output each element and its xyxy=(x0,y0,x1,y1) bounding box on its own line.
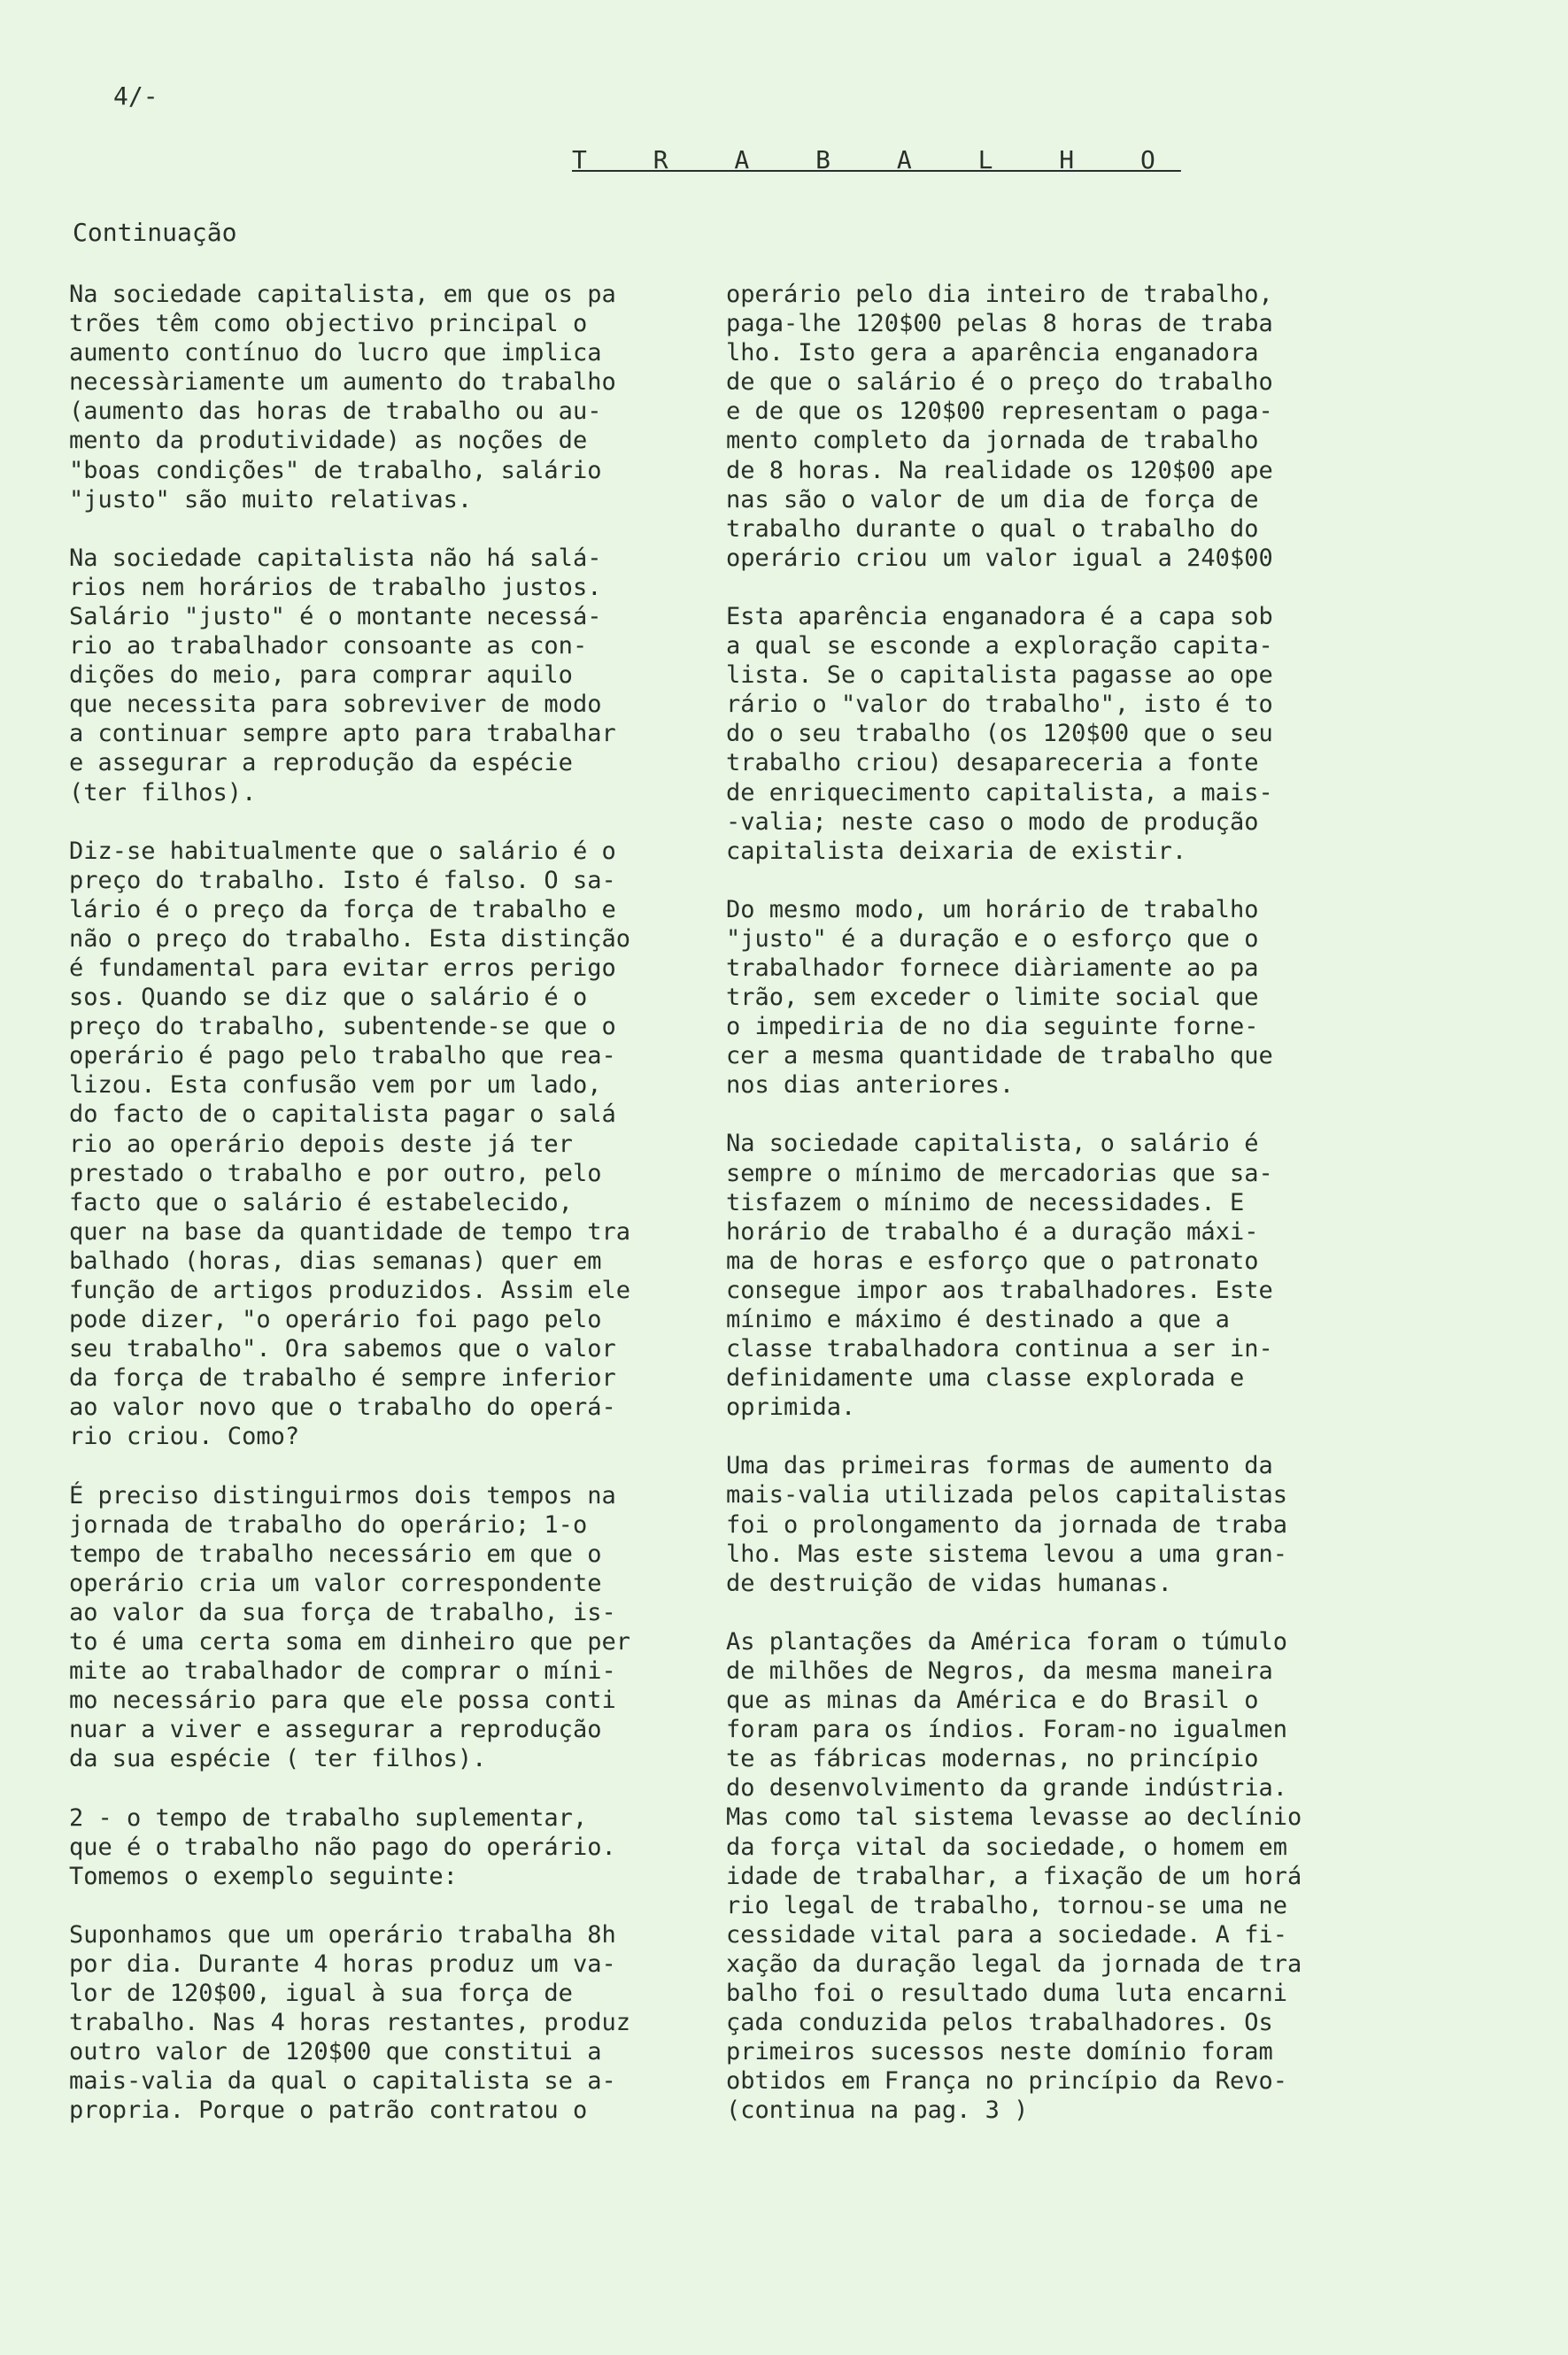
paragraph xyxy=(69,1481,689,1774)
paragraph xyxy=(726,1627,1363,2126)
text-line: mínimo e máximo é destinado a que a xyxy=(726,1306,1230,1333)
text-line: aumento contínuo do lucro que implica xyxy=(69,339,602,367)
text-line: rio ao operário depois deste já ter xyxy=(69,1130,573,1158)
text-line: do desenvolvimento da grande indústria. xyxy=(726,1774,1287,1803)
text-line: e assegurar a reprodução da espécie xyxy=(69,749,573,777)
text-line: Na sociedade capitalista não há salá- xyxy=(69,544,602,572)
text-line: operário pelo dia inteiro de trabalho, xyxy=(726,281,1273,308)
text-line: rio ao trabalhador consoante as con- xyxy=(69,632,588,660)
text-line: oprimida. xyxy=(726,1394,856,1422)
text-line: Mas como tal sistema levasse ao declínio xyxy=(726,1803,1302,1832)
text-line: trabalho. Nas 4 horas restantes, produz xyxy=(69,2009,630,2037)
text-line: Salário "justo" é o montante necessá- xyxy=(69,602,602,630)
text-line: "justo" é a duração e o esforço que o xyxy=(726,924,1259,953)
text-line: necessàriamente um aumento do trabalho xyxy=(69,368,616,397)
text-line: que as minas da América e do Brasil o xyxy=(726,1687,1259,1715)
text-line: sempre o mínimo de mercadorias que sa- xyxy=(726,1159,1273,1187)
subheading: Continuação xyxy=(73,218,237,247)
text-line: consegue impor aos trabalhadores. Este xyxy=(726,1276,1273,1304)
text-line: balhado (horas, dias semanas) quer em xyxy=(69,1247,602,1275)
text-line: trabalho durante o qual o trabalho do xyxy=(726,514,1259,543)
text-line: dições do meio, para comprar aquilo xyxy=(69,661,573,690)
text-line: ao valor novo que o trabalho do operá- xyxy=(69,1394,616,1422)
text-line: operário é pago pelo trabalho que rea- xyxy=(69,1042,616,1070)
text-line: propria. Porque o patrão contratou o xyxy=(69,2096,588,2125)
left-column xyxy=(69,280,689,2154)
text-line: "boas condições" de trabalho, salário xyxy=(69,456,602,484)
text-line: não o preço do trabalho. Esta distinção xyxy=(69,924,630,953)
text-line: que necessita para sobreviver de modo xyxy=(69,691,602,719)
text-line: mo necessário para que ele possa conti xyxy=(69,1687,616,1715)
text-line: tisfazem o mínimo de necessidades. E xyxy=(726,1188,1245,1216)
paragraph xyxy=(726,602,1363,866)
text-line: operário cria um valor correspondente xyxy=(69,1569,602,1597)
text-line: classe trabalhadora continua a ser in- xyxy=(726,1335,1273,1363)
text-line: da força de trabalho é sempre inferior xyxy=(69,1364,616,1393)
text-line: ma de horas e esforço que o patronato xyxy=(726,1247,1259,1275)
text-line: idade de trabalhar, a fixação de um horá xyxy=(726,1862,1302,1890)
text-line: ao valor da sua força de trabalho, is- xyxy=(69,1598,616,1626)
paragraph xyxy=(726,280,1363,573)
text-line: quer na base da quantidade de tempo tra xyxy=(69,1217,630,1246)
text-line: mento completo da jornada de trabalho xyxy=(726,427,1259,455)
text-line: trão, sem exceder o limite social que xyxy=(726,984,1259,1012)
text-line: que é o trabalho não pago do operário. xyxy=(69,1833,616,1861)
text-line: (aumento das horas de trabalho ou au- xyxy=(69,398,602,426)
text-line: preço do trabalho. Isto é falso. O sa- xyxy=(69,866,616,894)
text-line: função de artigos produzidos. Assim ele xyxy=(69,1277,630,1304)
text-line: lor de 120$00, igual à sua força de xyxy=(69,1979,573,2007)
text-line: lho. Isto gera a aparência enganadora xyxy=(726,339,1259,367)
text-line: mento da produtividade) as noções de xyxy=(69,427,588,455)
text-line: É preciso distinguirmos dois tempos na xyxy=(69,1481,616,1510)
text-line: rio criou. Como? xyxy=(69,1423,300,1451)
text-line: to é uma certa soma em dinheiro que per xyxy=(69,1628,630,1656)
text-line: mais-valia da qual o capitalista se a- xyxy=(69,2067,616,2096)
text-line: paga-lhe 120$00 pelas 8 horas de traba xyxy=(726,310,1273,338)
text-line: xação da duração legal da jornada de tra xyxy=(726,1950,1302,1978)
text-line: Tomemos o exemplo seguinte: xyxy=(69,1862,458,1890)
text-line: de que o salário é o preço do trabalho xyxy=(726,368,1273,397)
paragraph xyxy=(726,1451,1363,1597)
text-line: cessidade vital para a sociedade. A fi- xyxy=(726,1920,1287,1949)
text-line: do o seu trabalho (os 120$00 que o seu xyxy=(726,720,1273,748)
text-line: facto que o salário é estabelecido, xyxy=(69,1188,573,1216)
text-line: a qual se esconde a exploração capita- xyxy=(726,632,1273,660)
text-line: çada conduzida pelos trabalhadores. Os xyxy=(726,2009,1273,2037)
text-line: Na sociedade capitalista, o salário é xyxy=(726,1130,1259,1158)
text-line: foram para os índios. Foram-no igualmen xyxy=(726,1716,1287,1744)
text-line: lário é o preço da força de trabalho e xyxy=(69,895,616,923)
text-line: o impediria de no dia seguinte forne- xyxy=(726,1013,1259,1041)
text-line: da força vital da sociedade, o homem em xyxy=(726,1833,1287,1861)
paragraph xyxy=(69,837,689,1452)
text-line: tempo de trabalho necessário em que o xyxy=(69,1540,602,1568)
text-line: pode dizer, "o operário foi pago pelo xyxy=(69,1306,602,1334)
text-line: Esta aparência enganadora é a capa sob xyxy=(726,602,1273,630)
text-line: (ter filhos). xyxy=(69,778,257,807)
text-line: do facto de o capitalista pagar o salá xyxy=(69,1100,616,1129)
text-line: a continuar sempre apto para trabalhar xyxy=(69,720,616,748)
text-line: seu trabalho". Ora sabemos que o valor xyxy=(69,1335,616,1363)
paragraph xyxy=(726,1129,1363,1422)
text-line: trabalho criou) desapareceria a fonte xyxy=(726,749,1259,777)
text-line: definidamente uma classe explorada e xyxy=(726,1364,1245,1393)
text-line: lista. Se o capitalista pagasse ao ope xyxy=(726,661,1273,690)
text-line: de milhões de Negros, da mesma maneira xyxy=(726,1656,1273,1685)
text-line: nos dias anteriores. xyxy=(726,1071,1015,1100)
paragraph xyxy=(726,895,1363,1100)
text-line: de enriquecimento capitalista, a mais- xyxy=(726,778,1273,807)
text-line: rário o "valor do trabalho", isto é to xyxy=(726,691,1273,719)
text-line: Na sociedade capitalista, em que os pa xyxy=(69,281,616,308)
text-line: te as fábricas modernas, no princípio xyxy=(726,1745,1259,1773)
text-line: rio legal de trabalho, tornou-se uma ne xyxy=(726,1891,1287,1919)
text-line: lho. Mas este sistema levou a uma gran- xyxy=(726,1540,1287,1568)
right-column xyxy=(726,280,1363,2154)
text-line: balho foi o resultado duma luta encarni xyxy=(726,1979,1287,2007)
text-line: "justo" são muito relativas. xyxy=(69,485,473,513)
text-line: capitalista deixaria de existir. xyxy=(726,837,1187,865)
paragraph xyxy=(69,1803,689,1891)
text-line: rios nem horários de trabalho justos. xyxy=(69,573,602,601)
text-line: mais-valia utilizada pelos capitalistas xyxy=(726,1481,1287,1510)
text-line: trabalhador fornece diàriamente ao pa xyxy=(726,954,1259,982)
text-line: Uma das primeiras formas de aumento da xyxy=(726,1452,1273,1480)
paragraph xyxy=(69,280,689,514)
text-line: e de que os 120$00 representam o paga- xyxy=(726,398,1273,426)
text-line: cer a mesma quantidade de trabalho que xyxy=(726,1042,1273,1070)
text-line: de destruição de vidas humanas. xyxy=(726,1569,1172,1597)
text-line: preço do trabalho, subentende-se que o xyxy=(69,1013,616,1041)
text-line: horário de trabalho é a duração máxi- xyxy=(726,1217,1259,1246)
text-line: 2 - o tempo de trabalho suplementar, xyxy=(69,1803,588,1832)
text-line: prestado o trabalho e por outro, pelo xyxy=(69,1159,602,1187)
text-line: trões têm como objectivo principal o xyxy=(69,310,588,338)
text-line: sos. Quando se diz que o salário é o xyxy=(69,984,588,1012)
text-line: nas são o valor de um dia de força de xyxy=(726,485,1259,513)
text-line: mite ao trabalhador de comprar o míni- xyxy=(69,1657,616,1686)
text-line: primeiros sucessos neste domínio foram xyxy=(726,2038,1273,2066)
text-line: Diz-se habitualmente que o salário é o xyxy=(69,837,616,865)
text-line: As plantações da América foram o túmulo xyxy=(726,1627,1287,1656)
text-line: lizou. Esta confusão vem por um lado, xyxy=(69,1071,602,1100)
paragraph xyxy=(69,544,689,807)
text-line: nuar a viver e assegurar a reprodução xyxy=(69,1716,602,1744)
text-line: por dia. Durante 4 horas produz um va- xyxy=(69,1950,616,1978)
text-line: obtidos em França no princípio da Revo- xyxy=(726,2067,1287,2096)
text-line: de 8 horas. Na realidade os 120$00 ape xyxy=(726,456,1273,484)
text-line: operário criou um valor igual a 240$00 xyxy=(726,544,1273,572)
text-line: jornada de trabalho do operário; 1-o xyxy=(69,1510,588,1539)
text-line: outro valor de 120$00 que constitui a xyxy=(69,2038,602,2066)
text-line: foi o prolongamento da jornada de traba xyxy=(726,1510,1287,1539)
page-number: 4/- xyxy=(113,81,158,111)
paragraph xyxy=(69,1920,689,2126)
page-title: T R A B A L H O xyxy=(572,145,1181,174)
text-line: é fundamental para evitar erros perigo xyxy=(69,954,616,982)
text-line: da sua espécie ( ter filhos). xyxy=(69,1745,487,1773)
text-line: -valia; neste caso o modo de produção xyxy=(726,807,1259,836)
text-line: Suponhamos que um operário trabalha 8h xyxy=(69,1920,616,1949)
text-line: Do mesmo modo, um horário de trabalho xyxy=(726,895,1259,923)
text-line: (continua na pag. 3 ) xyxy=(726,2096,1029,2125)
